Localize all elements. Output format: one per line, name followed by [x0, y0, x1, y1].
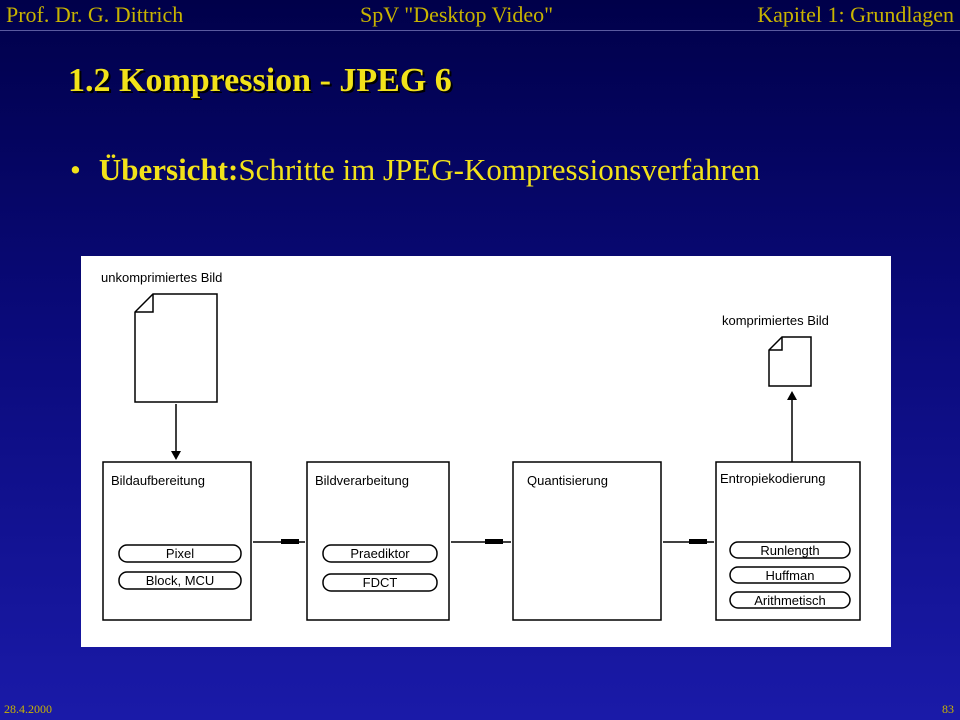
- bullet-text: Schritte im JPEG-Kompressionsverfahren: [238, 152, 761, 187]
- arrow-output-head: [787, 391, 797, 400]
- footer-page-number: 83: [942, 702, 954, 716]
- jpeg-diagram-svg: [81, 256, 891, 647]
- output-image-label: komprimiertes Bild: [722, 313, 829, 328]
- jpeg-diagram: [81, 256, 891, 647]
- slide-title: 1.2 Kompression - JPEG 6: [68, 62, 452, 99]
- header-author: Prof. Dr. G. Dittrich: [6, 2, 184, 27]
- stage2-item-fdct: FDCT: [362, 575, 398, 590]
- bullet-dot: •: [70, 152, 81, 187]
- arrow-stage1-marker: [281, 539, 299, 544]
- stage1-item-pixel: Pixel: [165, 546, 195, 561]
- header-divider: [0, 30, 960, 31]
- arrow-stage3-marker: [689, 539, 707, 544]
- footer-date: 28.4.2000: [4, 702, 52, 716]
- arrow-stage2-marker: [485, 539, 503, 544]
- slide-header: [0, 0, 960, 30]
- bullet-item: [70, 152, 760, 188]
- arrow-input-head: [171, 451, 181, 460]
- stage-title-bildverarbeitung: Bildverarbeitung: [315, 473, 409, 488]
- stage1-item-block: Block, MCU: [145, 573, 215, 588]
- output-document-icon: [769, 337, 811, 386]
- stage-title-bildaufbereitung: Bildaufbereitung: [111, 473, 205, 488]
- bullet-bold-label: Übersicht:: [98, 152, 239, 187]
- stage-title-entropiekodierung: Entropiekodierung: [720, 471, 826, 486]
- stage4-item-runlength: Runlength: [760, 543, 820, 558]
- input-document-icon: [135, 294, 217, 402]
- header-chapter: Kapitel 1: Grundlagen: [757, 2, 954, 27]
- stage2-item-praediktor: Praediktor: [350, 546, 410, 561]
- stage4-item-huffman: Huffman: [765, 568, 815, 583]
- header-course: SpV "Desktop Video": [360, 2, 554, 27]
- stage4-item-arithmetisch: Arithmetisch: [754, 593, 826, 608]
- input-image-label: unkomprimiertes Bild: [101, 270, 223, 285]
- stage-title-quantisierung: Quantisierung: [527, 473, 608, 488]
